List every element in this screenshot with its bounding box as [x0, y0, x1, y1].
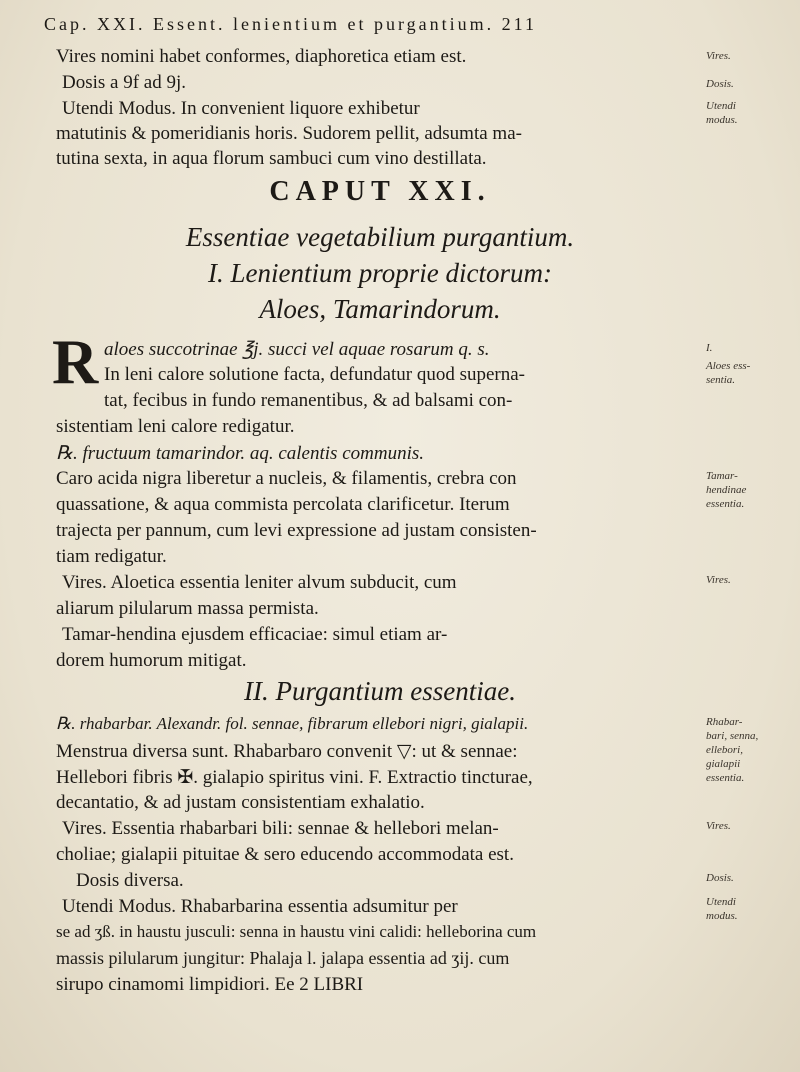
text-line: aloes succotrinae ℥j. succi vel aquae rosarum q. s.: [104, 339, 490, 360]
text-line: massis pilularum jungitur: Phalaja l. jalapa essentia ad ʒij. cum: [56, 948, 510, 968]
text-line: ℞. rhabarbar. Alexandr. fol. sennae, fibrarum ellebori nigri, gialapii.: [56, 714, 529, 733]
margin-note: essentia.: [706, 498, 745, 510]
text-line: In leni calore solutione facta, defundatur quod superna-: [104, 364, 526, 385]
text-line: Vires. Essentia rhabarbari bili: sennae & hellebori melan-: [62, 818, 499, 839]
text-line: Dosis a 9f ad 9j.: [62, 72, 187, 93]
text-line: tutina sexta, in aqua florum sambuci cum vino destillata.: [56, 148, 487, 169]
section-title: Aloes, Tamarindorum.: [259, 294, 501, 324]
text-line: tiam redigatur.: [56, 546, 167, 567]
margin-note: Utendi: [706, 896, 736, 908]
text-line: Hellebori fibris ✠. gialapio spiritus vini. F. Extractio tincturae,: [56, 767, 533, 788]
margin-note: sentia.: [706, 374, 736, 386]
text-line: Menstrua diversa sunt. Rhabarbaro convenit ▽: ut & sennae:: [56, 741, 518, 762]
margin-note: gialapii: [706, 758, 741, 770]
margin-note: hendinae: [706, 484, 747, 496]
margin-note: I.: [706, 342, 713, 354]
text-line: Utendi Modus. In convenient liquore exhibetur: [62, 98, 420, 119]
text-line: Vires. Aloetica essentia leniter alvum subducit, cum: [62, 572, 457, 593]
margin-note: Utendi: [706, 100, 736, 112]
text-line: dorem humorum mitigat.: [56, 650, 247, 671]
margin-note: Vires.: [706, 574, 731, 586]
text-line: aliarum pilularum massa permista.: [56, 598, 319, 619]
section-title: I. Lenientium proprie dictorum:: [208, 258, 552, 288]
text-line: Utendi Modus. Rhabarbarina essentia adsumitur per: [62, 896, 458, 917]
text-line: Caro acida nigra liberetur a nucleis, & filamentis, crebra con: [56, 468, 517, 489]
text-line: Vires nomini habet conformes, diaphoretica etiam est.: [56, 46, 467, 67]
margin-note: bari, senna,: [706, 730, 759, 742]
margin-note: Rhabar-: [706, 716, 743, 728]
margin-note: Aloes ess-: [706, 360, 751, 372]
margin-note: Dosis.: [706, 872, 734, 884]
text-line: Dosis diversa.: [76, 870, 184, 891]
margin-note: Tamar-: [706, 470, 738, 482]
text-line: ℞. fructuum tamarindor. aq. calentis communis.: [56, 443, 424, 464]
margin-note: ellebori,: [706, 744, 743, 756]
chapter-heading: CAPUT XXI.: [269, 176, 491, 207]
margin-note: modus.: [706, 114, 738, 126]
section-title: Essentiae vegetabilium purgantium.: [185, 222, 575, 252]
text-line: matutinis & pomeridianis horis. Sudorem pellit, adsumta ma-: [56, 123, 522, 144]
text-line: decantatio, & ad justam consistentiam exhalatio.: [56, 792, 425, 813]
drop-cap: R: [52, 326, 99, 397]
text-line: Tamar-hendina ejusdem efficaciae: simul etiam ar-: [62, 624, 448, 645]
text-line: tat, fecibus in fundo remanentibus, & ad balsami con-: [104, 390, 513, 411]
margin-note: Vires.: [706, 50, 731, 62]
margin-note: Dosis.: [706, 78, 734, 90]
margin-note: modus.: [706, 910, 738, 922]
text-line: sirupo cinamomi limpidiori. Ee 2 LIBRI: [56, 974, 364, 995]
subsection-title: II. Purgantium essentiae.: [244, 676, 516, 706]
running-header: Cap. XXI. Essent. lenientium et purgantium. 211: [44, 14, 537, 34]
margin-note: essentia.: [706, 772, 745, 784]
text-line: trajecta per pannum, cum levi expressione ad justam consisten-: [56, 520, 537, 541]
text-line: quassatione, & aqua commista percolata clarificetur. Iterum: [56, 494, 510, 515]
text-line: sistentiam leni calore redigatur.: [56, 416, 295, 437]
margin-note: Vires.: [706, 820, 731, 832]
text-line: choliae; gialapii pituitae & sero educendo accommodata est.: [56, 844, 514, 865]
text-line: se ad ʒß. in haustu jusculi: senna in haustu vini calidi: helleborina cum: [56, 922, 537, 941]
